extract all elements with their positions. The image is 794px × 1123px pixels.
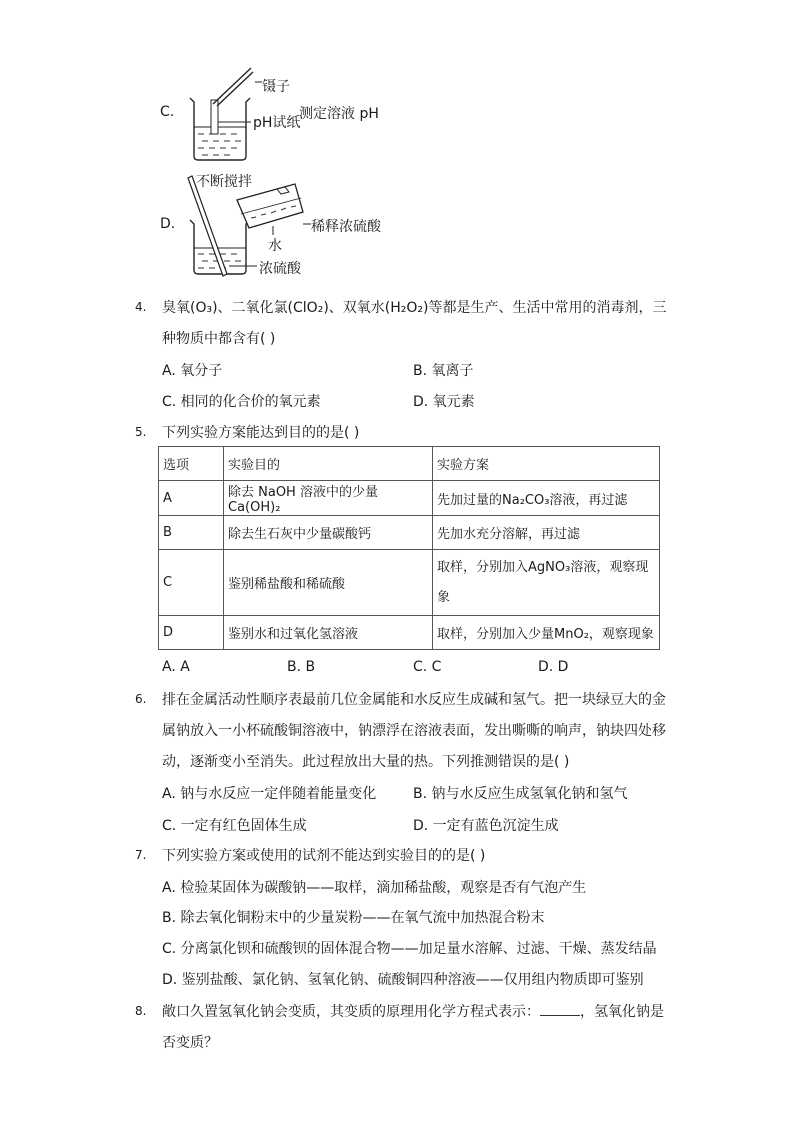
question-4-number: 4. [135, 300, 147, 314]
option-c-letter: C. [160, 104, 175, 120]
table-cell: 取样，分别加入少量MnO₂，观察现象 [433, 616, 660, 650]
question-8-text-after-blank: ，氢氧化钠是 [580, 1004, 664, 1020]
question-4-option-a: A. 氧分子 [162, 363, 223, 379]
question-4-line-1: 臭氧(O₃)、二氧化氯(ClO₂)、双氧水(H₂O₂)等都是生产、生活中常用的消毒剂，三 [162, 300, 667, 316]
stir-label: 不断搅拌 [196, 174, 252, 190]
question-6-line-2: 属钠放入一小杯硫酸铜溶液中，钠漂浮在溶液表面，发出嘶嘶的响声，钠块四处移 [162, 723, 666, 739]
table-cell: D [159, 616, 224, 650]
question-4-option-b: B. 氧离子 [413, 363, 474, 379]
ph-figure-caption: 测定溶液 pH [299, 106, 379, 122]
question-5-stem: 下列实验方案能达到目的的是( ) [162, 425, 360, 441]
table-cell: 除去 NaOH 溶液中的少量Ca(OH)₂ [224, 481, 433, 516]
tweezers-label: 镊子 [262, 79, 290, 95]
table-header-row [159, 447, 660, 481]
table-cell: C [159, 550, 224, 616]
question-4-option-c: C. 相同的化合价的氧元素 [162, 394, 321, 410]
question-6-option-c: C. 一定有红色固体生成 [162, 818, 307, 834]
ph-paper-label: pH试纸 [253, 115, 301, 131]
table-cell: A [159, 481, 224, 516]
question-4-line-2: 种物质中都含有( ) [162, 331, 276, 347]
table-cell: 先加过量的Na₂CO₃溶液，再过滤 [433, 481, 660, 516]
question-4-option-d: D. 氧元素 [413, 394, 475, 410]
question-7-stem: 下列实验方案或使用的试剂不能达到实验目的的是( ) [162, 848, 486, 864]
question-5-option-a: A. A [162, 659, 190, 675]
question-5-option-c: C. C [413, 659, 442, 675]
question-8-number: 8. [135, 1004, 147, 1018]
question-6-number: 6. [135, 692, 147, 706]
question-5-number: 5. [135, 425, 147, 439]
table-cell: B [159, 516, 224, 550]
question-5-table [158, 446, 660, 650]
question-6-option-b: B. 钠与水反应生成氢氧化钠和氢气 [413, 786, 628, 802]
question-6-option-a: A. 钠与水反应一定伴随着能量变化 [162, 786, 377, 802]
answer-blank[interactable] [540, 1003, 580, 1016]
question-8-text-before-blank: 敞口久置氢氧化钠会变质，其变质的原理用化学方程式表示： [162, 1004, 540, 1020]
question-7-option-a: A. 检验某固体为碳酸钠——取样，滴加稀盐酸，观察是否有气泡产生 [162, 880, 587, 896]
table-row [159, 481, 660, 516]
acid-label: 浓硫酸 [259, 261, 301, 277]
question-6-line-1: 排在金属活动性顺序表最前几位金属能和水反应生成碱和氢气。把一块绿豆大的金 [162, 692, 666, 708]
table-header-cell: 实验方案 [433, 447, 660, 481]
table-cell: 除去生石灰中少量碳酸钙 [224, 516, 433, 550]
question-7-option-d: D. 鉴别盐酸、氯化钠、氢氧化钠、硫酸铜四种溶液——仅用组内物质即可鉴别 [162, 972, 644, 988]
table-row [159, 550, 660, 616]
table-row [159, 516, 660, 550]
question-7-number: 7. [135, 848, 147, 862]
table-row [159, 616, 660, 650]
question-7-option-b: B. 除去氧化铜粉末中的少量炭粉——在氧气流中加热混合粉末 [162, 910, 545, 926]
table-header-cell: 选项 [159, 447, 224, 481]
dilute-label: 稀释浓硫酸 [311, 219, 381, 235]
question-8-line-1 [162, 1001, 664, 1021]
question-5-option-d: D. D [538, 659, 569, 675]
water-label: 水 [268, 238, 282, 254]
option-d-letter: D. [160, 216, 176, 232]
table-cell: 鉴别稀盐酸和稀硫酸 [224, 550, 433, 616]
table-cell: 鉴别水和过氧化氢溶液 [224, 616, 433, 650]
question-7-option-c: C. 分离氯化钡和硫酸钡的固体混合物——加足量水溶解、过滤、干燥、蒸发结晶 [162, 941, 657, 957]
question-6-line-3: 动，逐渐变小至消失。此过程放出大量的热。下列推测错误的是( ) [162, 754, 570, 770]
question-8-line-2: 否变质？ [162, 1035, 218, 1051]
table-cell: 先加水充分溶解，再过滤 [433, 516, 660, 550]
question-5-option-b: B. B [287, 659, 316, 675]
table-cell: 取样，分别加入AgNO₃溶液，观察现象 [433, 550, 660, 616]
table-header-cell: 实验目的 [224, 447, 433, 481]
question-6-option-d: D. 一定有蓝色沉淀生成 [413, 818, 559, 834]
